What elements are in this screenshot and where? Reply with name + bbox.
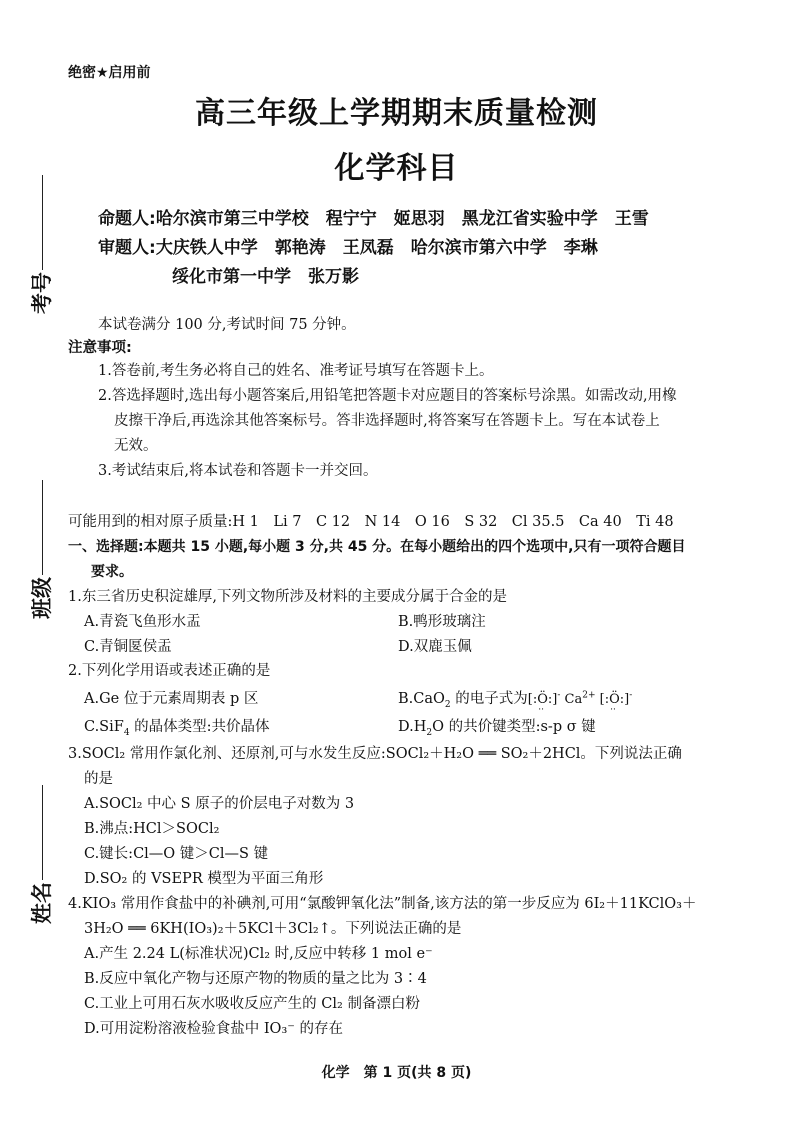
exam-intro: 本试卷满分 100 分,考试时间 75 分钟。: [98, 317, 356, 333]
author-line-1: [98, 204, 649, 229]
secret-label: 绝密★启用前: [68, 65, 151, 81]
q2-d-pre: D.H: [398, 719, 427, 735]
q2-option-d: [398, 718, 596, 736]
author-reviewers: 大庆铁人中学 郭艳涛 王凤磊 哈尔滨市第六中学 李琳: [155, 238, 598, 258]
author-setters: 哈尔滨市第三中学校 程宁宁 姬思羽 黑龙江省实验中学 王雪: [155, 209, 649, 229]
page-footer: 化学 第 1 页(共 8 页): [321, 1065, 472, 1081]
q2-b-sub: 2: [444, 699, 451, 710]
class-label: 班级: [30, 577, 54, 619]
notice-3: 3.考试结束后,将本试卷和答题卡一并交回。: [98, 463, 378, 479]
name-label: 姓名: [30, 882, 54, 924]
q3-stem: 3.SOCl₂ 常用作氯化剂、还原剂,可与水发生反应:SOCl₂＋H₂O ══ SO₂＋2HCl。下列说法正确: [68, 746, 682, 762]
q1-stem: 1.东三省历史积淀雄厚,下列文物所涉及材料的主要成分属于合金的是: [68, 589, 507, 605]
q4-stem-cont: 3H₂O ══ 6KH(IO₃)₂＋5KCl＋3Cl₂↑。下列说法正确的是: [84, 921, 462, 937]
q2-b-pre: B.CaO: [398, 691, 445, 707]
exam-no-label: 考号: [30, 272, 54, 314]
subject-title: 化学科目: [334, 151, 459, 186]
page-title: 高三年级上学期期末质量检测: [195, 96, 598, 131]
q2-c-post: 的晶体类型:共价晶体: [129, 719, 270, 735]
q3-option-a: A.SOCl₂ 中心 S 原子的价层电子对数为 3: [84, 796, 355, 812]
atomic-mass-line: 可能用到的相对原子质量:H 1 Li 7 C 12 N 14 O 16 S 32 Cl 35.5 Ca 40 Ti 48: [68, 514, 674, 530]
electron-dot-formula: [:Ö ·· :]- $Ca^{2+}$ [:Ö ·· :]-: [527, 690, 633, 715]
q2-option-a: A.Ge 位于元素周期表 p 区: [84, 691, 259, 707]
q3-option-b: B.沸点:HCl＞SOCl₂: [84, 821, 220, 837]
section-1-heading: 一、选择题:本题共 15 小题,每小题 3 分,共 45 分。在每小题给出的四个选项中,只有一项符合题目: [68, 539, 686, 555]
section-1-heading-cont: 要求。: [91, 564, 133, 580]
q3-option-c: C.键长:Cl—O 键＞Cl—S 键: [84, 846, 269, 862]
notice-2c: 无效。: [114, 438, 158, 454]
q4-option-d: D.可用淀粉溶液检验食盐中 IO₃⁻ 的存在: [84, 1021, 344, 1037]
name-underline: [42, 785, 43, 880]
q1-option-a: A.青瓷飞鱼形水盂: [84, 614, 201, 630]
q4-option-b: B.反应中氧化产物与还原产物的物质的量之比为 3∶4: [84, 971, 427, 987]
author-line-3: 绥化市第一中学 张万影: [172, 267, 359, 287]
q3-stem-cont: 的是: [84, 771, 113, 787]
q4-stem: 4.KIO₃ 常用作食盐中的补碘剂,可用“氯酸钾氧化法”制备,该方法的第一步反应为 6I₂＋11KClO₃＋: [68, 896, 697, 912]
q1-option-b: B.鸭形玻璃注: [398, 614, 486, 630]
q1-option-d: D.双鹿玉佩: [398, 639, 472, 655]
q2-c-sub: 4: [123, 727, 130, 738]
q1-option-c: C.青铜匽侯盂: [84, 639, 172, 655]
q4-option-a: A.产生 2.24 L(标准状况)Cl₂ 时,反应中转移 1 mol e⁻: [84, 946, 433, 962]
notice-2a: 2.答选择题时,选出每小题答案后,用铅笔把答题卡对应题目的答案标号涂黑。如需改动,用橡: [98, 388, 677, 404]
q2-stem: 2.下列化学用语或表述正确的是: [68, 663, 271, 679]
notice-2b: 皮擦干净后,再选涂其他答案标号。答非选择题时,将答案写在答题卡上。写在本试卷上: [114, 413, 660, 429]
q4-option-c: C.工业上可用石灰水吸收反应产生的 Cl₂ 制备漂白粉: [84, 996, 420, 1012]
notice-1: 1.答卷前,考生务必将自己的姓名、准考证号填写在答题卡上。: [98, 363, 494, 379]
q2-d-post: O 的共价键类型:s-p σ 键: [432, 719, 596, 735]
notice-title: 注意事项:: [68, 340, 132, 356]
class-underline: [42, 480, 43, 575]
q2-option-b: [398, 690, 633, 715]
author-label-reviewer: 审题人:: [98, 238, 156, 258]
q2-b-post: 的电子式为: [450, 691, 528, 707]
q2-c-pre: C.SiF: [84, 719, 124, 735]
author-line-2: [98, 233, 598, 258]
q2-d-sub: 2: [426, 727, 433, 738]
exam-no-underline: [42, 175, 43, 270]
author-label-setter: 命题人:: [98, 209, 156, 229]
q2-option-c: [84, 718, 270, 736]
q3-option-d: D.SO₂ 的 VSEPR 模型为平面三角形: [84, 871, 324, 887]
